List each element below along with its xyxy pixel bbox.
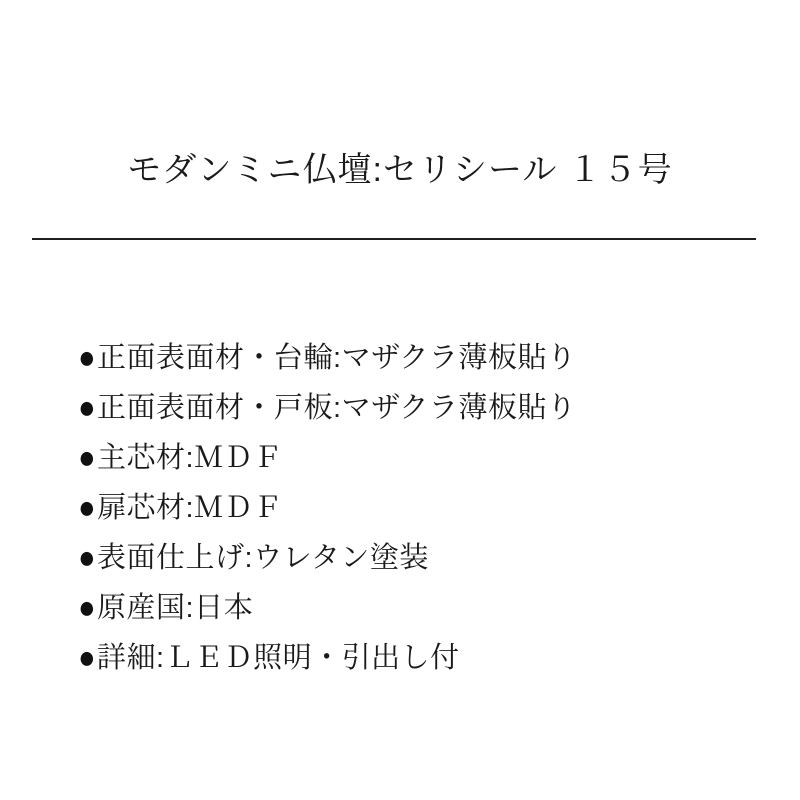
page-title: モダンミニ仏壇:セリシール １５号: [127, 151, 673, 189]
spec-list: [78, 333, 760, 683]
spec-text: 表面仕上げ:ウレタン塗装: [97, 542, 429, 574]
spec-list-item: [78, 583, 760, 633]
spec-list-item: [78, 383, 760, 433]
title-divider: [32, 238, 756, 240]
spec-list-item: [78, 533, 760, 583]
spec-list-item: [78, 483, 760, 533]
spec-text: 主芯材:ＭＤＦ: [97, 442, 283, 474]
bullet-icon: ●: [78, 640, 97, 676]
spec-list-item: [78, 633, 760, 683]
bullet-icon: ●: [78, 340, 97, 376]
spec-text: 扉芯材:ＭＤＦ: [97, 492, 283, 524]
spec-text: 原産国:日本: [97, 592, 254, 624]
spec-text: 詳細:ＬＥＤ照明・引出し付: [97, 642, 460, 674]
bullet-icon: ●: [78, 390, 97, 426]
spec-list-item: [78, 433, 760, 483]
bullet-icon: ●: [78, 590, 97, 626]
spec-text: 正面表面材・台輪:マザクラ薄板貼り: [97, 342, 577, 374]
spec-list-item: [78, 333, 760, 383]
bullet-icon: ●: [78, 490, 97, 526]
bullet-icon: ●: [78, 540, 97, 576]
bullet-icon: ●: [78, 440, 97, 476]
spec-text: 正面表面材・戸板:マザクラ薄板貼り: [97, 392, 577, 424]
